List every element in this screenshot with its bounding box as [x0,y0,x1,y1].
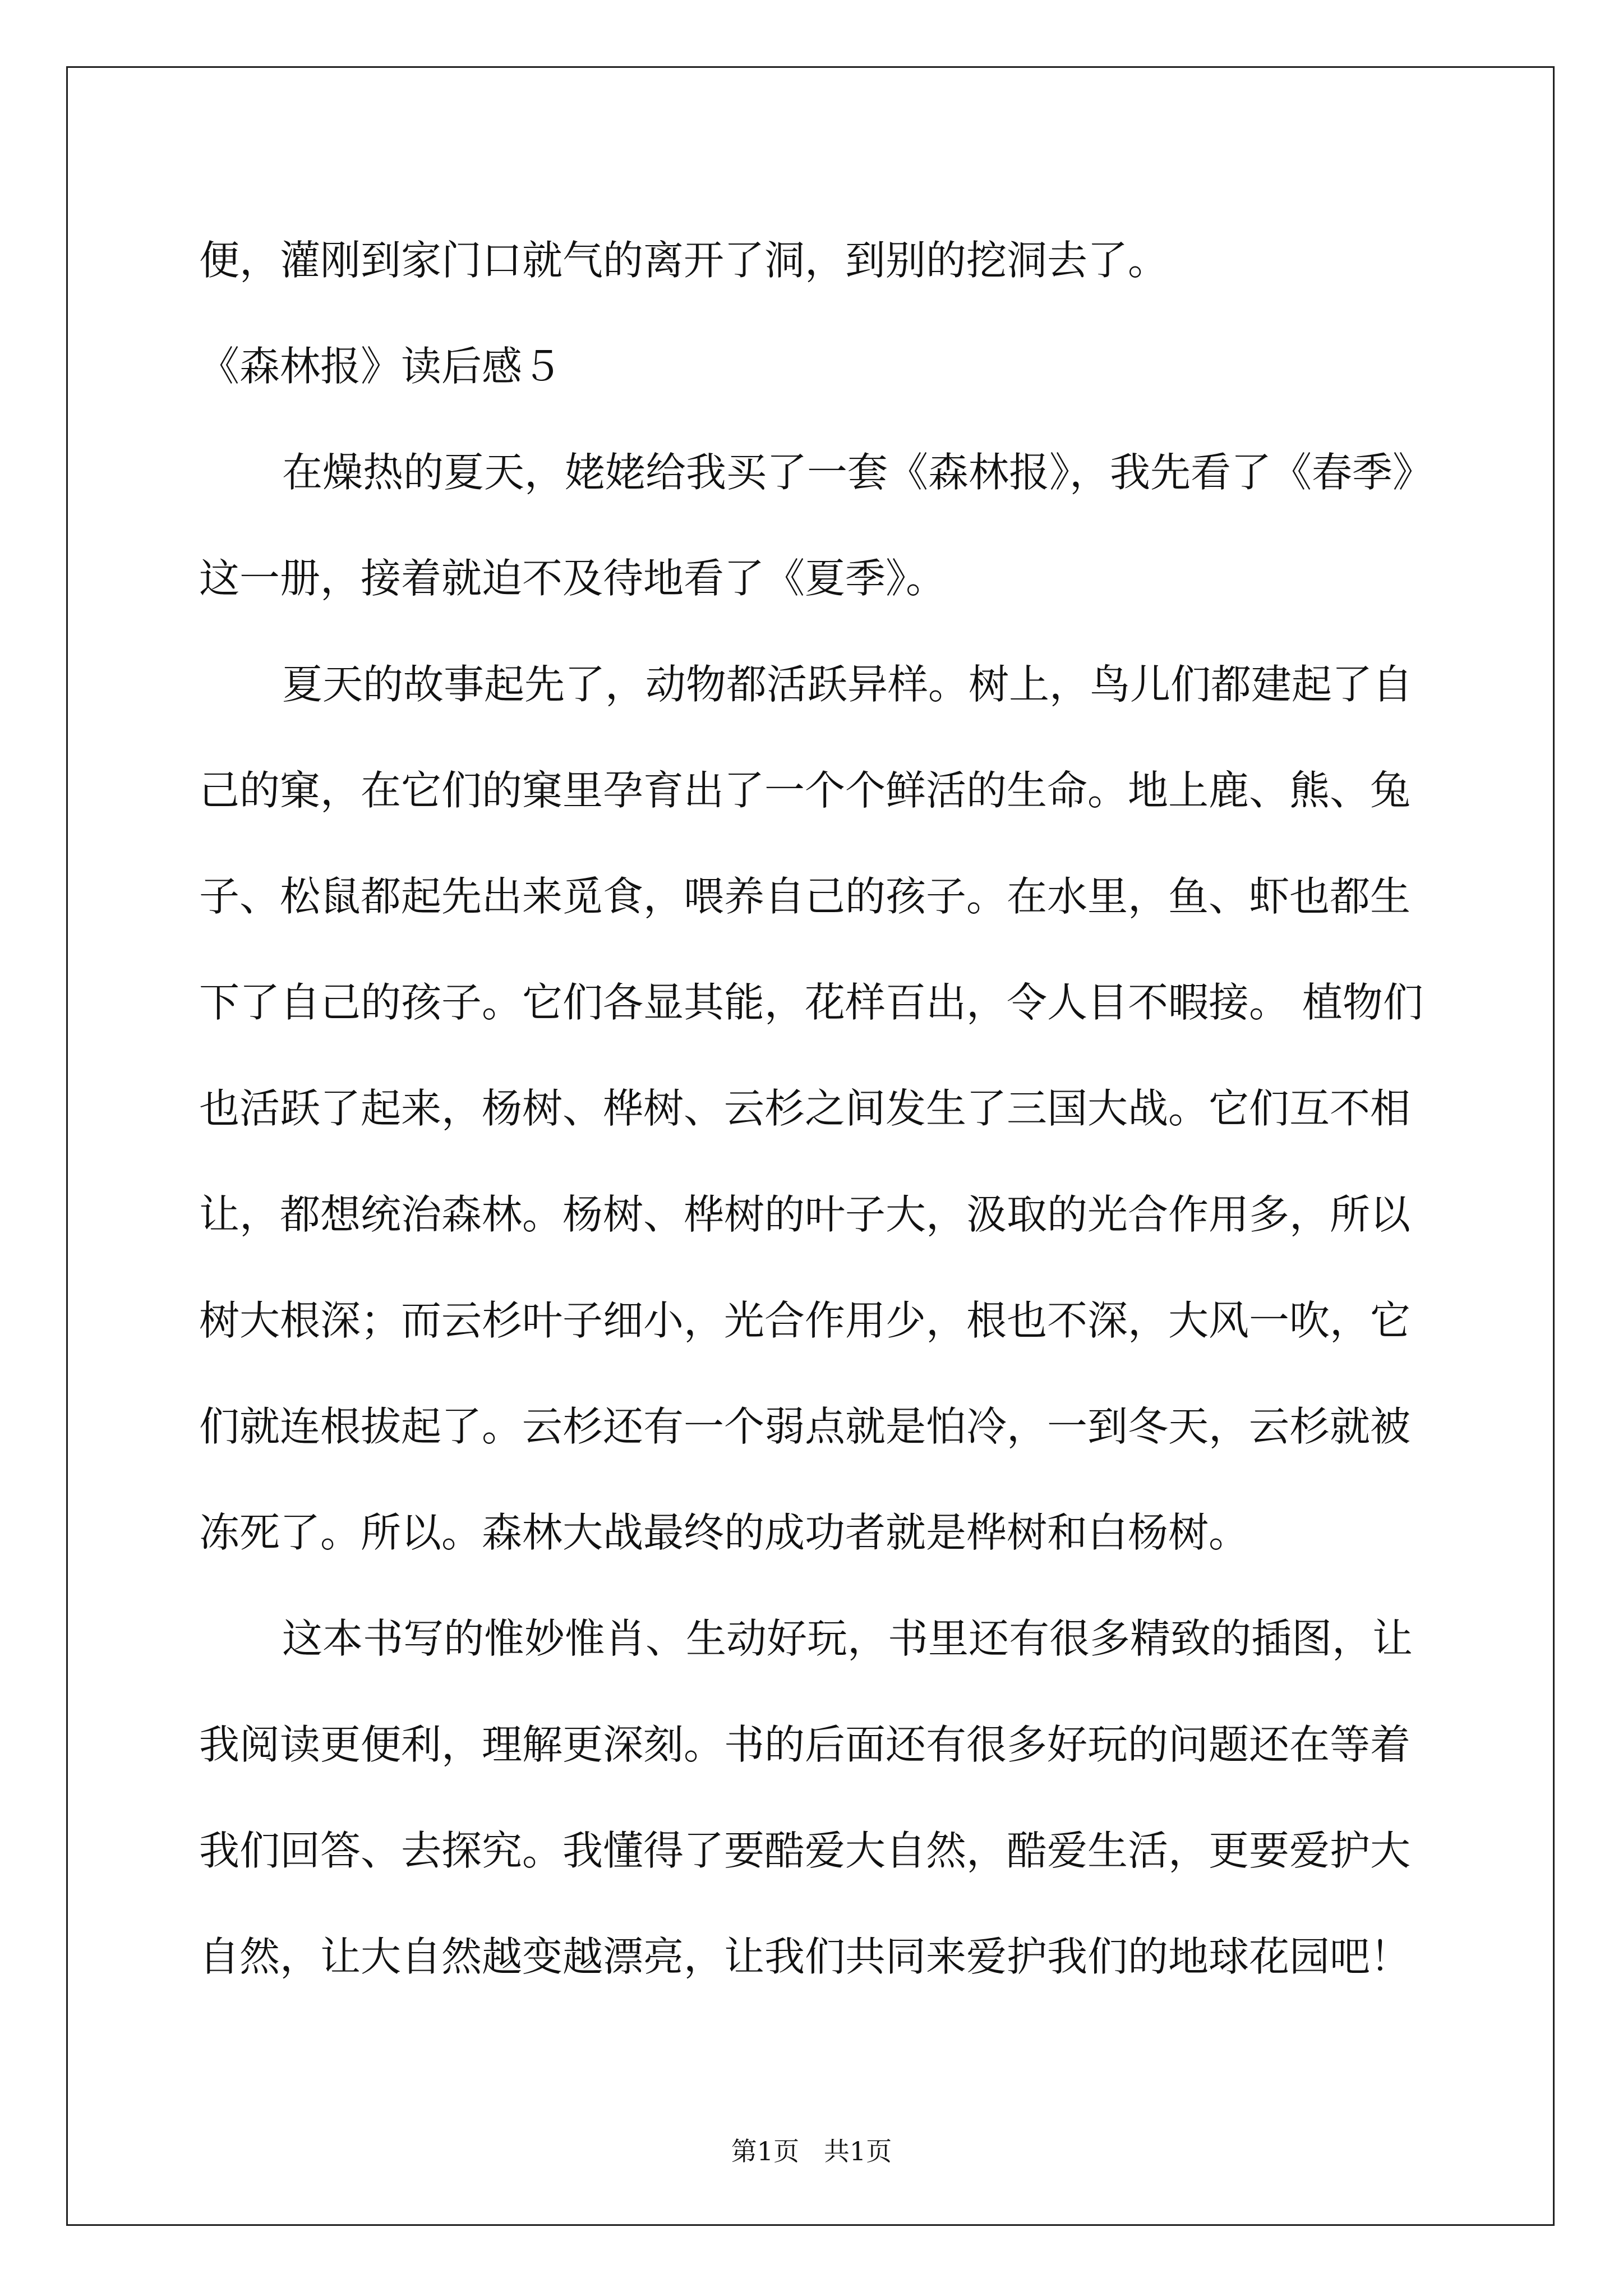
page-number-footer: 第1页 共1页 [731,2136,892,2166]
section-title: 《森林报》读后感５ [199,343,563,390]
paragraph-2-line: 下了自己的孩子。它们各显其能，花样百出，令人目不暇接。 植物们 [199,979,1423,1026]
document-body [199,208,1433,2010]
paragraph-1-line: 这一册，接着就迫不及待地看了《夏季》。 [199,555,947,602]
paragraph-2-line: 冻死了。所以。森林大战最终的成功者就是桦树和白杨树。 [199,1509,1249,1556]
paragraph-2-line: 让，都想统治森林。杨树、桦树的叶子大，汲取的光合作用多，所以 [199,1191,1411,1238]
paragraph-3-line: 我阅读更便利，理解更深刻。书的后面还有很多好玩的问题还在等着 [199,1721,1411,1768]
paragraph-2-line: 子、松鼠都起先出来觅食，喂养自己的孩子。在水里，鱼、虾也都生 [199,873,1411,920]
paragraph-3-line: 我们回答、去探究。我懂得了要酷爱大自然，酷爱生活，更要爱护大 [199,1827,1411,1874]
text-line: 便，灌刚到家门口就气的离开了洞，到别的挖洞去了。 [199,237,1169,284]
paragraph-3-line: 自然，让大自然越变越漂亮，让我们共同来爱护我们的地球花园吧！ [199,1933,1411,1980]
paragraph-3-line: 这本书写的惟妙惟肖、生动好玩，书里还有很多精致的插图，让 [282,1615,1413,1662]
paragraph-2-line: 们就连根拔起了。云杉还有一个弱点就是怕冷，一到冬天，云杉就被 [199,1403,1411,1450]
paragraph-1-line: 在燥热的夏天，姥姥给我买了一套《森林报》，我先看了《春季》 [282,449,1433,496]
paragraph-2-line: 夏天的故事起先了，动物都活跃异样。树上，鸟儿们都建起了自 [282,661,1413,708]
paragraph-2-line: 己的窠，在它们的窠里孕育出了一个个鲜活的生命。地上鹿、熊、兔 [199,767,1411,814]
paragraph-2-line: 也活跃了起来，杨树、桦树、云杉之间发生了三国大战。它们互不相 [199,1085,1411,1132]
paragraph-2-line: 树大根深；而云杉叶子细小，光合作用少，根也不深，大风一吹，它 [199,1297,1411,1344]
